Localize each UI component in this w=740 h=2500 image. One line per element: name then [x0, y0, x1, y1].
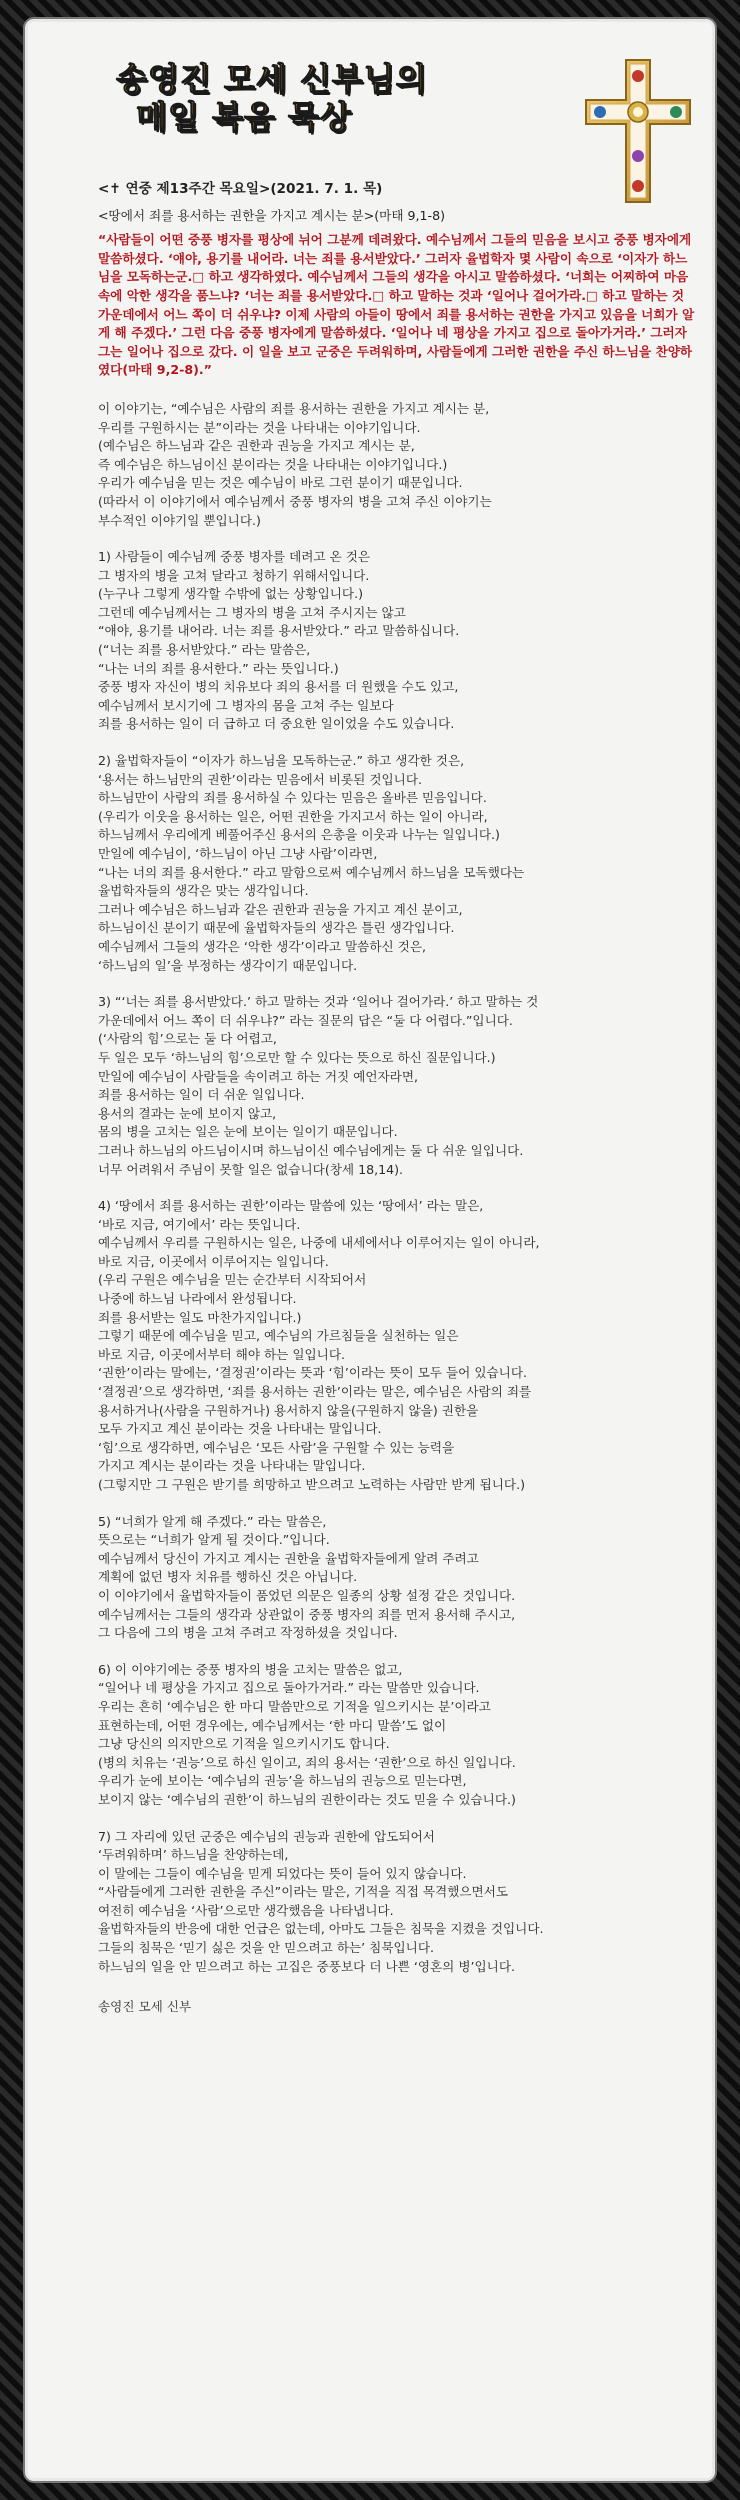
point-7-paragraph: 7) 그 자리에 있던 군중은 예수님의 권능과 권한에 압도되어서 ‘두려워하며’ 하느님을 찬양하는데, 이 말에는 그들이 예수님을 믿게 되었다는 뜻이 들어 있지 않습니다. “사람들에게 그러한 권한을 주신”이라는 말은, 기적을 직접 목격했으면서도 여전히 예수님을 ‘사람’으로만 생각했음을 나타냅니다. 율법학자들의 반응에 대한 언급은 없는데, 아마도 그들은 침묵을 지켰을 것입니다. 그들의 침묵은 ‘믿기 싫은 것을 안 믿으려고 하는’ 침묵입니다. 하느님의 일을 안 믿으려고 하는 고집은 중풍보다 더 나쁜 ‘영혼의 병’입니다. [98, 1828, 544, 1974]
page-paper [28, 22, 712, 2478]
point-5-paragraph: 5) “너희가 알게 해 주겠다.” 라는 말씀은, 뜻으로는 “너희가 알게 될 것이다.”입니다. 예수님께서 당신이 가지고 계시는 권한을 율법학자들에게 알려 주려고 계획에 없던 병자 치유를 행하신 것은 아닙니다. 이 이야기에서 율법학자들이 품었던 의문은 일종의 상황 설정 같은 것입니다. 예수님께서는 그들의 생각과 상관없이 중풍 병자의 죄를 먼저 용서해 주시고, 그 다음에 그의 병을 고쳐 주려고 작정하셨을 것입니다. [98, 1513, 516, 1641]
page-title [116, 60, 476, 137]
intro-paragraph: 이 이야기는, “예수님은 사람의 죄를 용서하는 권한을 가지고 계시는 분, 우리를 구원하시는 분”이라는 것을 나타내는 이야기입니다. (예수님은 하느님과 같은 권한과 권능을 가지고 계시는 분, 즉 예수님은 하느님이신 분이라는 것을 나타내는 이야기입니다.) 우리가 예수님을 믿는 것은 예수님이 바로 그런 분이기 때문입니다. (따라서 이 이야기에서 예수님께서 중풍 병자의 병을 고쳐 주신 이야기는 부수적인 이야기일 뿐입니다.) [98, 400, 492, 528]
title-line-2: 매일 복음 묵상 [136, 98, 352, 137]
point-1-paragraph: 1) 사람들이 예수님께 중풍 병자를 데려고 온 것은 그 병자의 병을 고쳐 달라고 청하기 위해서입니다. (누구나 그렇게 생각할 수밖에 없는 상황입니다.) 그런데 예수님께서는 그 병자의 병을 고쳐 주시지는 않고 “얘야, 용기를 내어라. 너는 죄를 용서받았다.” 라고 말씀하십니다. (“너는 죄를 용서받았다.” 라는 말씀은, “나는 너의 죄를 용서한다.” 라는 뜻입니다.) 중풍 병자 자신이 병의 치유보다 죄의 용서를 더 원했을 수도 있고, 예수님께서 보시기에 그 병자의 몸을 고쳐 주는 일보다 죄를 용서하는 일이 더 급하고 더 중요한 일이었을 수도 있습니다. [98, 549, 460, 732]
author-signature: 송영진 모세 신부 [98, 1999, 192, 2015]
point-2-paragraph: 2) 율법학자들이 “이자가 하느님을 모독하는군.” 하고 생각한 것은, ‘용서는 하느님만의 권한’이라는 믿음에서 비롯된 것입니다. 하느님만이 사람의 죄를 용서하실 수 있다는 믿음은 올바른 믿음입니다. (우리가 이웃을 용서하는 일은, 어떤 권한을 가지고서 하는 일이 아니라, 하느님께서 우리에게 베풀어주신 용서의 은총을 이웃과 나누는 일입니다.) 만일에 예수님이, ‘하느님이 아닌 그냥 사람’이라면, “나는 너의 죄를 용서한다.” 라고 말함으로써 예수님께서 하느님을 모독했다는 율법학자들의 생각은 맞는 생각입니다. 그러나 예수님은 하느님과 같은 권한과 권능을 가지고 계신 분이고, 하느님이신 분이기 때문에 율법학자들의 생각은 틀린 생각입니다. 예수님께서 그들의 생각은 ‘악한 생각’이라고 말씀하신 것은, ‘하느님의 일’을 부정하는 생각이기 때문입니다. [98, 753, 525, 973]
meditation-body [98, 180, 698, 2017]
point-3-paragraph: 3) “‘너는 죄를 용서받았다.’ 하고 말하는 것과 ‘일어나 걸어가라.’ 하고 말하는 것 가운데에서 어느 쪽이 더 쉬우냐?” 라는 질문의 답은 “둘 다 어렵다.”입니다. (‘사람의 힘’으로는 둘 다 어렵고, 두 일은 모두 ‘하느님의 힘’으로만 할 수 있다는 뜻으로 하신 질문입니다.) 만일에 예수님이 사람들을 속이려고 하는 거짓 예언자라면, 죄를 용서하는 일이 더 쉬운 일입니다. 용서의 결과는 눈에 보이지 않고, 몸의 병을 고치는 일은 눈에 보이는 일이기 때문입니다. 그러나 하느님의 아드님이시며 하느님이신 예수님에게는 둘 다 쉬운 일입니다. 너무 어려워서 주님이 못할 일은 없습니다(창세 18,14). [98, 994, 539, 1177]
scripture-reference: <땅에서 죄를 용서하는 권한을 가지고 계시는 분>(마태 9,1-8) [98, 207, 446, 223]
point-4-paragraph: 4) ‘땅에서 죄를 용서하는 권한’이라는 말씀에 있는 ‘땅에서’ 라는 말은, ‘바로 지금, 여기에서’ 라는 뜻입니다. 예수님께서 우리를 구원하시는 일은, 나중에 내세에서나 이루어지는 일이 아니라, 바로 지금, 이곳에서 이루어지는 일입니다. (우리 구원은 예수님을 믿는 순간부터 시작되어서 나중에 하느님 나라에서 완성됩니다. 죄를 용서받는 일도 마찬가지입니다.) 그렇기 때문에 예수님을 믿고, 예수님의 가르침들을 실천하는 일은 바로 지금, 이곳에서부터 해야 하는 일입니다. ‘권한’이라는 말에는, ‘결정권’이라는 뜻과 ‘힘’이라는 뜻이 모두 들어 있습니다. ‘결정권’으로 생각하면, ‘죄를 용서하는 권한’이라는 말은, 예수님은 사람의 죄를 용서하거나(사람을 구원하거나) 용서하지 않을(구원하지 않을) 권한을 모두 가지고 계신 분이라는 것을 나타내는 말입니다. ‘힘’으로 생각하면, 예수님은 ‘모든 사람’을 구원할 수 있는 능력을 가지고 계시는 분이라는 것을 나타내는 말입니다. (그렇지만 그 구원은 받기를 희망하고 받으려고 노력하는 사람만 받게 됩니다.) [98, 1198, 540, 1492]
title-line-1: 송영진 모세 신부님의 [116, 60, 428, 98]
scripture-quote: “사람들이 어떤 중풍 병자를 평상에 뉘어 그분께 데려왔다. 예수님께서 그들의 믿음을 보시고 중풍 병자에게 말씀하셨다. ‘얘야, 용기를 내어라. 너는 죄를 용서받았다.’ 그러자 율법학자 몇 사람이 속으로 ‘이자가 하느님을 모독하는군.□ 하고 생각하였다. 예수님께서 그들의 생각을 아시고 말씀하셨다. ‘너희는 어찌하여 마음속에 악한 생각을 품느냐? ‘너는 죄를 용서받았다.□ 하고 말하는 것과 ‘일어나 걸어가라.□ 하고 말하는 것 가운데에서 어느 쪽이 더 쉬우냐? 이제 사람의 아들이 땅에서 죄를 용서하는 권한을 가지고 있음을 너희가 알게 해 주겠다.’ 그런 다음 중풍 병자에게 말씀하셨다. ‘일어나 네 평상을 가지고 집으로 돌아가거라.’ 그러자 그는 일어나 집으로 갔다. 이 일을 보고 군중은 두려워하며, 사람들에게 그러한 권한을 주신 하느님을 찬양하였다(마태 9,2-8).” [98, 232, 695, 378]
date-heading: <✝ 연중 제13주간 목요일>(2021. 7. 1. 목) [98, 181, 383, 197]
point-6-paragraph: 6) 이 이야기에는 중풍 병자의 병을 고치는 말씀은 없고, “일어나 네 평상을 가지고 집으로 돌아가거라.” 라는 말씀만 있습니다. 우리는 흔히 ‘예수님은 한 마디 말씀만으로 기적을 일으키시는 분’이라고 표현하는데, 어떤 경우에는, 예수님께서는 ‘한 마디 말씀’도 없이 그냥 당신의 의지만으로 기적을 일으키시기도 합니다. (병의 치유는 ‘권능’으로 하신 일이고, 죄의 용서는 ‘권한’으로 하신 일입니다. 우리가 눈에 보이는 ‘예수님의 권능’을 하느님의 권능으로 믿는다면, 보이지 않는 ‘예수님의 권한’이 하느님의 권한이라는 것도 믿을 수 있습니다.) [98, 1661, 516, 1807]
